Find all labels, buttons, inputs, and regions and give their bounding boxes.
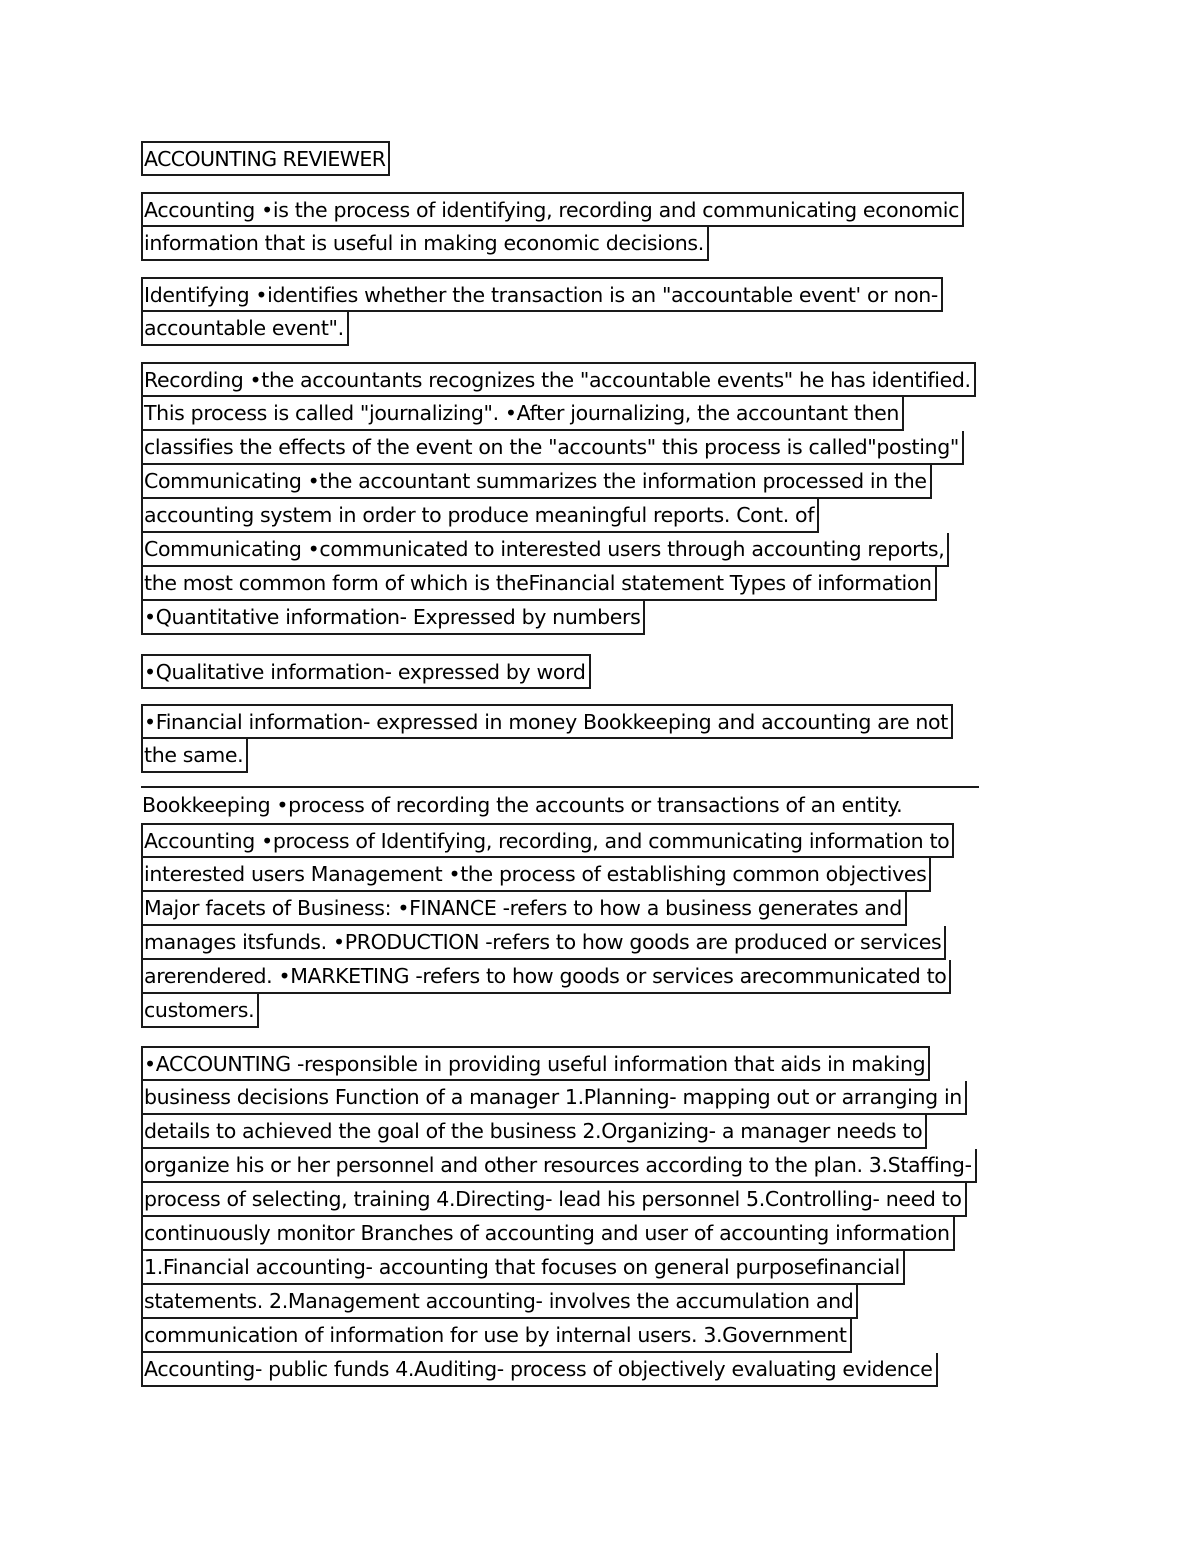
text-line: Bookkeeping •process of recording the accounts or transactions of an entity.	[142, 793, 903, 817]
text-line: accounting system in order to produce meaningful reports. Cont. of	[141, 499, 819, 533]
paragraph-qualitative	[141, 654, 591, 689]
paragraph-recording-communicating	[141, 362, 976, 635]
text-line: Major facets of Business: •FINANCE -refers to how a business generates and	[141, 892, 907, 926]
text-line: manages itsfunds. •PRODUCTION -refers to how goods are produced or services	[141, 926, 946, 960]
document-title-block	[141, 141, 390, 176]
text-line: communication of information for use by internal users. 3.Government	[141, 1319, 852, 1353]
paragraph-financial-information	[141, 704, 953, 773]
text-line: the most common form of which is theFinancial statement Types of information	[141, 567, 937, 601]
text-line: Accounting •is the process of identifying, recording and communicating economic	[141, 192, 964, 227]
text-line: Communicating •the accountant summarizes the information processed in the	[141, 465, 932, 499]
text-line: •Financial information- expressed in money Bookkeeping and accounting are not	[141, 704, 953, 739]
text-line: the same.	[141, 739, 248, 773]
divider-line	[141, 786, 979, 788]
text-line: 1.Financial accounting- accounting that focuses on general purposefinancial	[141, 1251, 905, 1285]
text-line: statements. 2.Management accounting- involves the accumulation and	[141, 1285, 858, 1319]
text-line: Accounting •process of Identifying, recording, and communicating information to	[141, 823, 954, 858]
text-line: arerendered. •MARKETING -refers to how goods or services arecommunicated to	[141, 960, 951, 994]
paragraph-identifying	[141, 277, 943, 346]
text-line: customers.	[141, 994, 259, 1028]
text-line: •ACCOUNTING -responsible in providing useful information that aids in making	[141, 1046, 930, 1081]
text-line: Identifying •identifies whether the transaction is an "accountable event' or non-	[141, 277, 943, 312]
text-line: information that is useful in making economic decisions.	[141, 227, 709, 261]
text-line: •Qualitative information- expressed by word	[141, 654, 591, 689]
text-line: Communicating •communicated to interested users through accounting reports,	[141, 533, 949, 567]
text-line: classifies the effects of the event on the "accounts" this process is called"posting"	[141, 431, 964, 465]
document-title: ACCOUNTING REVIEWER	[141, 141, 390, 176]
text-line: process of selecting, training 4.Directing- lead his personnel 5.Controlling- need to	[141, 1183, 967, 1217]
text-line: Accounting- public funds 4.Auditing- process of objectively evaluating evidence	[141, 1353, 938, 1387]
text-line: accountable event".	[141, 312, 349, 346]
text-line: business decisions Function of a manager 1.Planning- mapping out or arranging in	[141, 1081, 967, 1115]
text-line: Recording •the accountants recognizes the "accountable events" he has identified.	[141, 362, 976, 397]
paragraph-accounting-definition	[141, 192, 964, 261]
text-line: continuously monitor Branches of accounting and user of accounting information	[141, 1217, 955, 1251]
text-line: interested users Management •the process of establishing common objectives	[141, 858, 931, 892]
paragraph-bookkeeping-facets	[141, 789, 954, 1028]
text-line: details to achieved the goal of the business 2.Organizing- a manager needs to	[141, 1115, 927, 1149]
paragraph-manager-branches	[141, 1046, 977, 1387]
text-line: This process is called "journalizing". •After journalizing, the accountant then	[141, 397, 904, 431]
text-line: organize his or her personnel and other resources according to the plan. 3.Staffing-	[141, 1149, 977, 1183]
text-line: •Quantitative information- Expressed by numbers	[141, 601, 645, 635]
